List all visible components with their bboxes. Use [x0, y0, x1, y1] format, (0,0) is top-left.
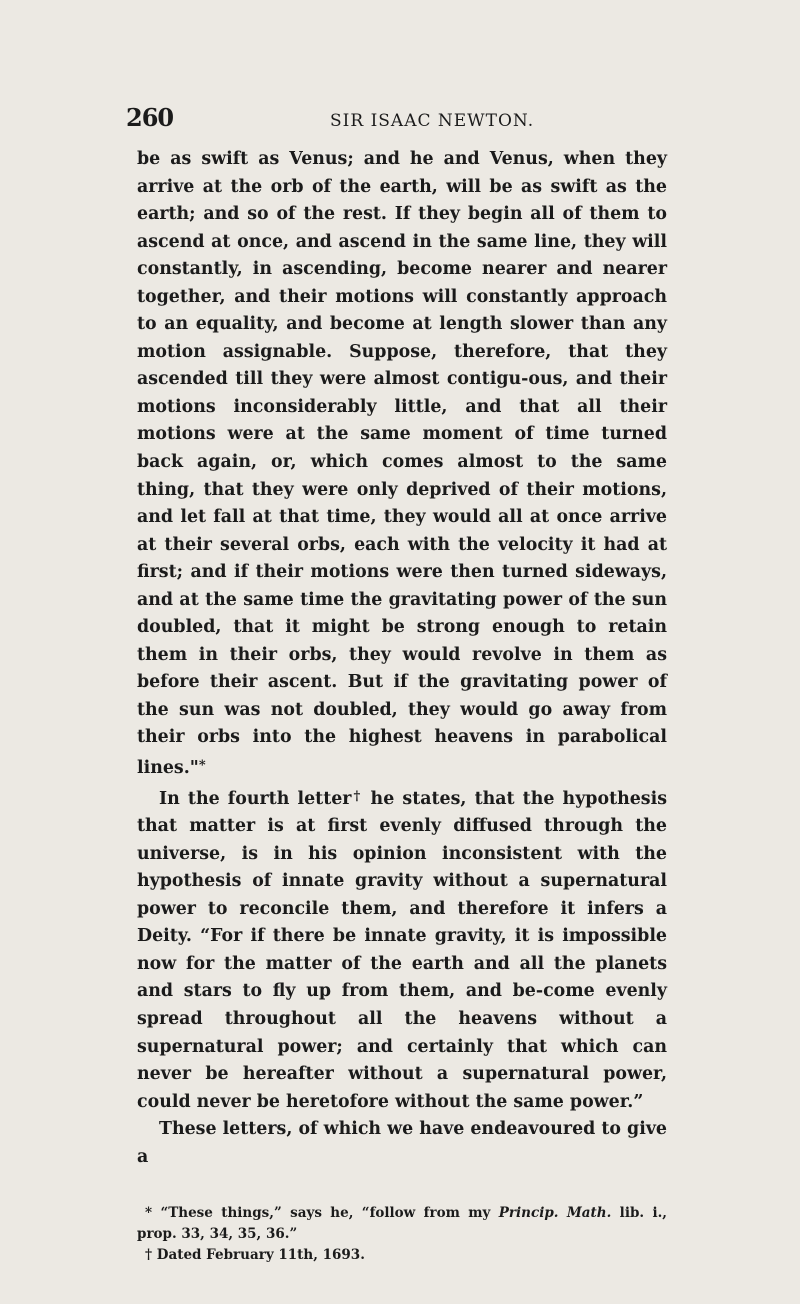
paragraph-text: These letters, of which we have endeavoured to give a: [137, 1119, 667, 1167]
footnote: [137, 1245, 667, 1266]
footnote-text: lib. i., prop. 33, 34, 35, 36.”: [137, 1205, 667, 1242]
footnote-mark: *: [145, 1205, 153, 1221]
page-number: 260: [126, 103, 174, 132]
paragraph: [137, 783, 667, 1117]
paragraph-text: In the fourth letter: [159, 788, 352, 809]
footnote-citation: Princip. Math.: [498, 1205, 612, 1221]
footnote-text: Dated February 11th, 1693.: [156, 1247, 365, 1263]
paragraph: [137, 146, 667, 783]
paragraph-text: be as swift as Venus; and he and Venus, when they arrive at the orb of the earth, will be as swift as the earth; and so of the rest. If they begin all of them to ascend at once, and ascend in the same line, they will constantly, in ascending, become nearer and nearer together, and their motions will constantly approach to an equality, and become at length slower than any motion assignable. Suppose, therefore, that they ascended till they were almost contigu-ous, and their motions inconsiderably little, and that all their motions were at the same moment of time turned back again, or, which comes almost to the same thing, that they were only deprived of their motions, and let fall at that time, they would all at once arrive at their several orbs, each with the velocity it had at first; and if their motions were then turned sideways, and at the same time the gravitating power of the sun doubled, that it might be strong enough to retain them in their orbs, they would revolve in them as before their ascent. But if the gravitating power of the sun was not doubled, they would go away from their orbs into the highest heavens in parabolical lines.": [137, 149, 667, 779]
footnote-reference: *: [198, 758, 206, 774]
footnote: [137, 1203, 667, 1245]
body-text: [137, 146, 667, 1171]
footnotes: [137, 1203, 667, 1266]
footnote-reference: †: [351, 788, 363, 804]
paragraph: [137, 1116, 667, 1171]
paragraph-text: he states, that the hypothesis that matter is at first evenly diffused through the universe, is in his opinion inconsistent with the hypothesis of innate gravity without a supernatural power to reconcile them, and therefore it infers a Deity. “For if there be innate gravity, it is impossible now for the matter of the earth and all the planets and stars to fly up from them, and be-come evenly spread throughout all the heavens without a supernatural power; and certainly that which can never be hereafter without a supernatural power, could never be heretofore without the same power.”: [137, 788, 667, 1112]
running-head: SIR ISAAC NEWTON.: [330, 111, 535, 131]
footnote-text: “These things,” says he, “follow from my: [160, 1205, 499, 1221]
footnote-mark: †: [145, 1247, 153, 1263]
